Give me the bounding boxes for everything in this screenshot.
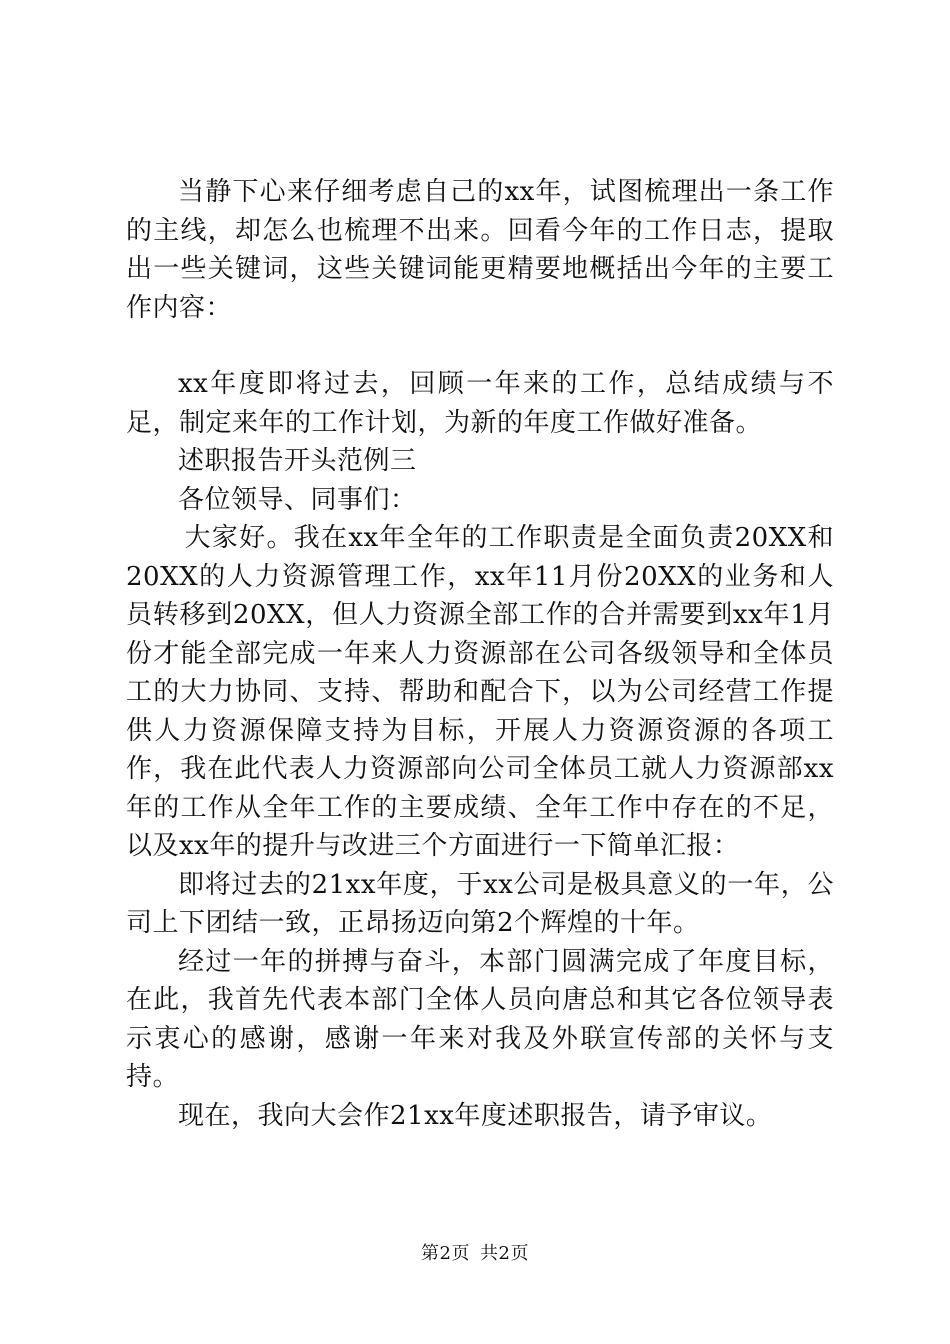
document-body [126, 173, 834, 1135]
page-number-total: 共2页 [480, 1243, 529, 1264]
page-footer [0, 1242, 950, 1266]
page-number-current: 第2页 [421, 1243, 470, 1264]
paragraph-6: 现在，我向大会作21xx年度述职报告，请予审议。 [178, 1100, 773, 1131]
paragraph-5: 经过一年的拼搏与奋斗，本部门圆满完成了年度目标，在此，我首先代表本部门全体人员向唐总和其它各位领导表示衷心的感谢，感谢一年来对我及外联宣传部的关怀与支持。 [126, 946, 834, 1092]
salutation: 各位领导、同事们： [178, 484, 417, 515]
paragraph-4: 即将过去的21xx年度，于xx公司是极具意义的一年，公司上下团结一致，正昂扬迈向第2个辉煌的十年。 [126, 869, 834, 938]
section-heading: 述职报告开头范例三 [178, 446, 417, 476]
paragraph-2: xx年度即将过去，回顾一年来的工作，总结成绩与不足，制定来年的工作计划，为新的年度工作做好准备。 [126, 369, 834, 438]
paragraph-3: 大家好。我在xx年全年的工作职责是全面负责20XX和20XX的人力资源管理工作，xx年11月份20XX的业务和人员转移到20XX，但人力资源全部工作的合并需要到xx年1月份才能全部完成一年来人力资源部在公司各级领导和全体员工的大力协同、支持、帮助和配合下，以为公司经营工作提供人力资源保障支持为目标，开展人力资源资源的各项工作，我在此代表人力资源部向公司全体员工就人力资源部xx年的工作从全年工作的主要成绩、全年工作中存在的不足，以及xx年的提升与改进三个方面进行一下简单汇报： [126, 523, 834, 861]
paragraph-1: 当静下心来仔细考虑自己的xx年，试图梳理出一条工作的主线，却怎么也梳理不出来。回看今年的工作日志，提取出一些关键词，这些关键词能更精要地概括出今年的主要工作内容： [126, 177, 834, 323]
